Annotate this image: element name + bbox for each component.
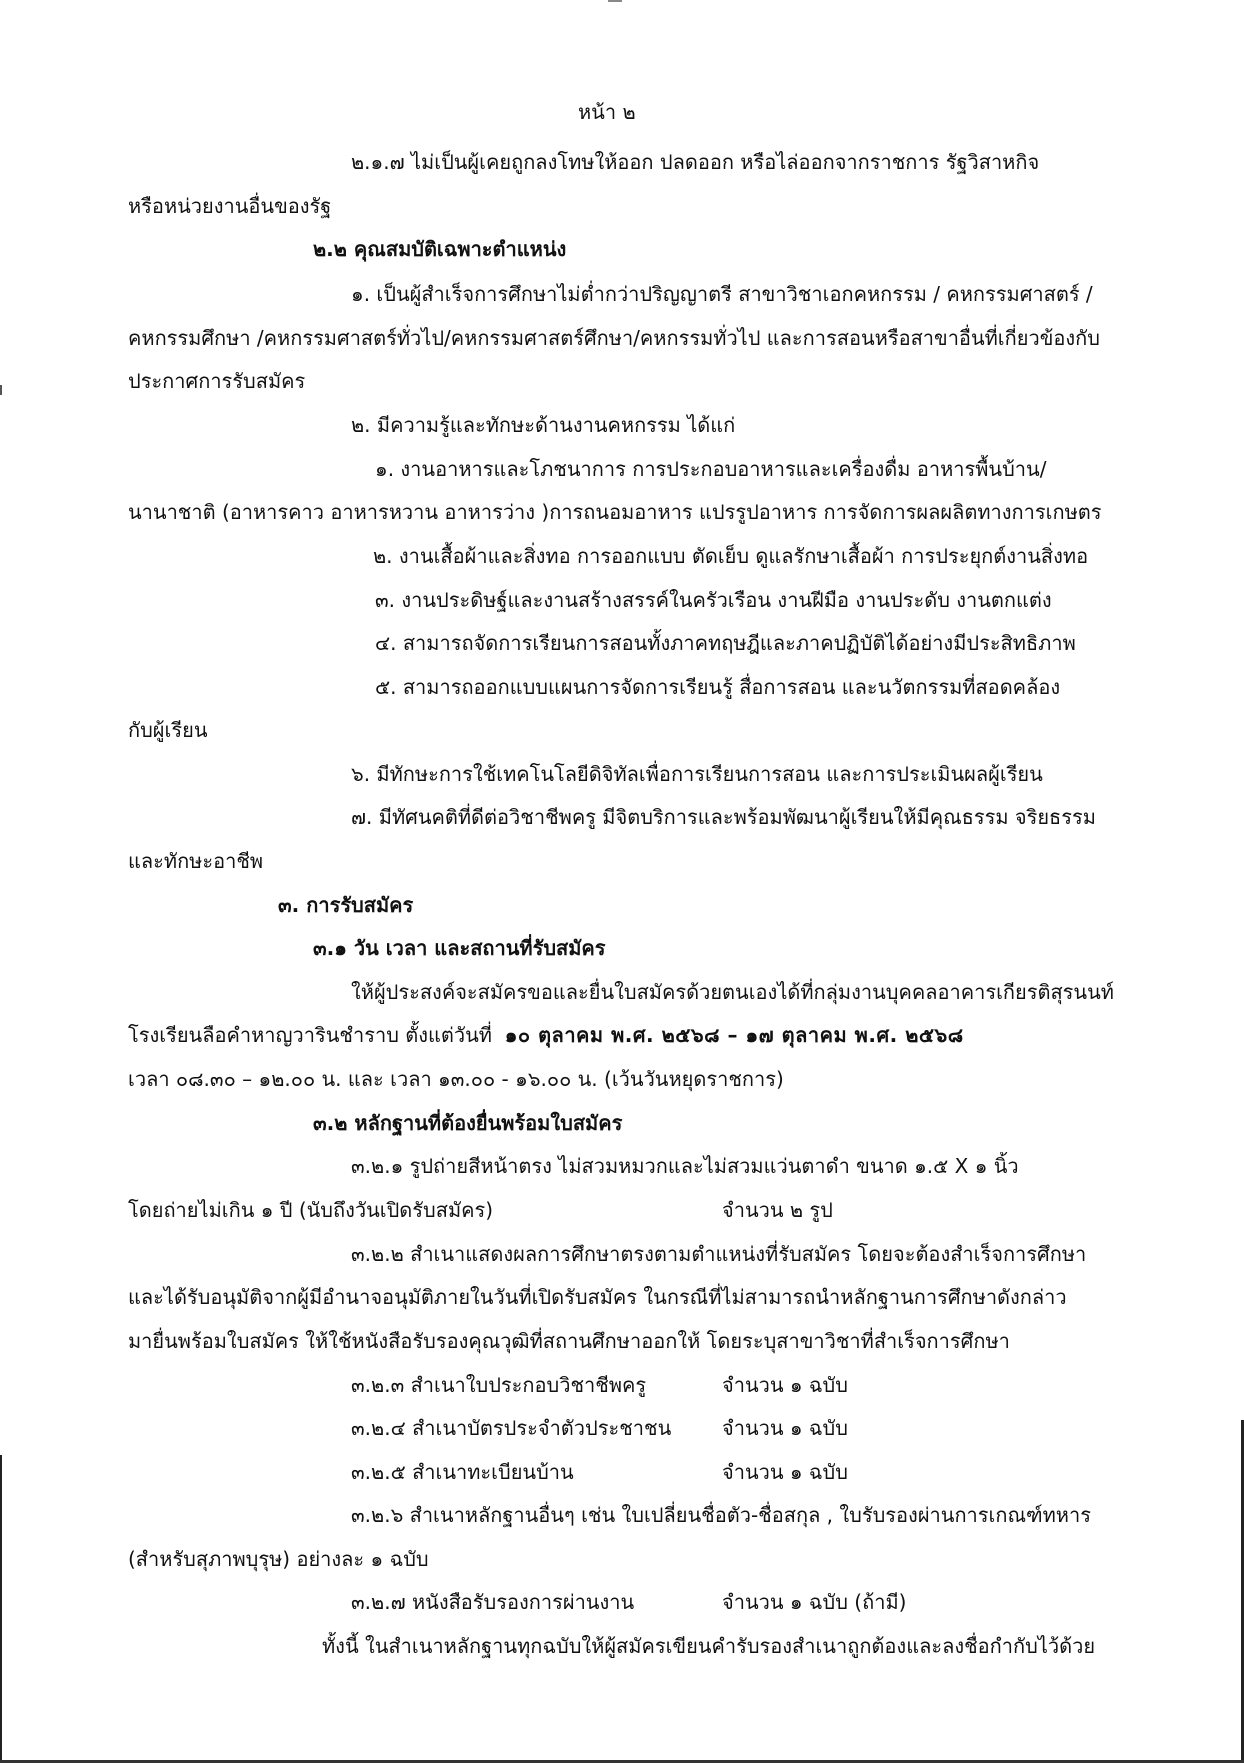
qual-7: ๗. มีทัศนคติที่ดีต่อวิชาชีพครู มีจิตบริการและพร้อมพัฒนาผู้เรียนให้มีคุณธรรม จริยธรรม [351,805,1096,829]
scan-artifact-top [608,0,622,2]
heading-3: ๓. การรับสมัคร [278,893,414,917]
qual-7-cont: และทักษะอาชีพ [128,849,264,873]
doc-3-2-1-qty: จำนวน ๒ รูป [722,1198,833,1222]
application-intro: ให้ผู้ประสงค์จะสมัครขอและยื่นใบสมัครด้วยตนเองได้ที่กลุ่มงานบุคคลอาคารเกียรติสุรนนท์ [351,980,1114,1004]
skill-5-cont: กับผู้เรียน [128,718,208,742]
doc-3-2-5: ๓.๒.๕ สำเนาทะเบียนบ้าน [351,1460,574,1484]
certification-note: ทั้งนี้ ในสำเนาหลักฐานทุกฉบับให้ผู้สมัครเขียนคำรับรองสำเนาถูกต้องและลงชื่อกำกับไว้ด้วย [322,1634,1096,1658]
skill-5: ๕. สามารถออกแบบแผนการจัดการเรียนรู้ สื่อการสอน และนวัตกรรมที่สอดคล้อง [375,675,1061,699]
school-and-date-prefix: โรงเรียนลือคำหาญวารินชำราบ ตั้งแต่วันที่ [128,1023,492,1047]
heading-2-2: ๒.๒ คุณสมบัติเฉพาะตำแหน่ง [313,237,567,261]
doc-3-2-3: ๓.๒.๓ สำเนาใบประกอบวิชาชีพครู [351,1373,647,1397]
qual-1-cont-2: ประกาศการรับสมัคร [128,369,306,393]
application-school-line [128,1021,964,1049]
doc-3-2-2: ๓.๒.๒ สำเนาแสดงผลการศึกษาตรงตามตำแหน่งที่รับสมัคร โดยจะต้องสำเร็จการศึกษา [351,1242,1087,1266]
scan-artifact-left-dot [0,385,2,395]
skill-1-cont: นานาชาติ (อาหารคาว อาหารหวาน อาหารว่าง )การถนอมอาหาร แปรรูปอาหาร การจัดการผลผลิตทางการเกษตร [128,500,1102,524]
page-number: หน้า ๒ [578,100,636,124]
qual-1: ๑. เป็นผู้สำเร็จการศึกษาไม่ต่ำกว่าปริญญาตรี สาขาวิชาเอกคหกรรม / คหกรรมศาสตร์ / [351,282,1093,306]
doc-3-2-6: ๓.๒.๖ สำเนาหลักฐานอื่นๆ เช่น ใบเปลี่ยนชื่อตัว-ชื่อสกุล , ใบรับรองผ่านการเกณฑ์ทหาร [351,1503,1091,1527]
doc-3-2-3-qty: จำนวน ๑ ฉบับ [722,1373,848,1397]
skill-2: ๒. งานเสื้อผ้าและสิ่งทอ การออกแบบ ตัดเย็บ ดูแลรักษาเสื้อผ้า การประยุกต์งานสิ่งทอ [373,544,1089,568]
doc-3-2-6-cont: (สำหรับสุภาพบุรุษ) อย่างละ ๑ ฉบับ [128,1547,429,1571]
skill-1: ๑. งานอาหารและโภชนาการ การประกอบอาหารและเครื่องดื่ม อาหารพื้นบ้าน/ [375,457,1047,481]
scan-artifact-left-edge [0,1455,2,1763]
skill-4: ๔. สามารถจัดการเรียนการสอนทั้งภาคทฤษฎีและภาคปฏิบัติได้อย่างมีประสิทธิภาพ [375,631,1076,655]
doc-3-2-2-cont-1: และได้รับอนุมัติจากผู้มีอำนาจอนุมัติภายในวันที่เปิดรับสมัคร ในกรณีที่ไม่สามารถนำหลักฐานการศึกษาดังกล่าว [128,1285,1067,1309]
clause-2-1-7-cont: หรือหน่วยงานอื่นของรัฐ [128,194,332,218]
qual-1-cont-1: คหกรรมศึกษา /คหกรรมศาสตร์ทั่วไป/คหกรรมศาสตร์ศึกษา/คหกรรมทั่วไป และการสอนหรือสาขาอื่นที่เกี่ยวข้องกับ [128,326,1100,350]
doc-3-2-4: ๓.๒.๔ สำเนาบัตรประจำตัวประชาชน [351,1416,672,1440]
doc-3-2-4-qty: จำนวน ๑ ฉบับ [722,1416,848,1440]
doc-3-2-5-qty: จำนวน ๑ ฉบับ [722,1460,848,1484]
heading-3-1: ๓.๑ วัน เวลา และสถานที่รับสมัคร [313,936,606,960]
heading-3-2: ๓.๒ หลักฐานที่ต้องยื่นพร้อมใบสมัคร [313,1111,623,1135]
application-hours: เวลา ๐๘.๓๐ – ๑๒.๐๐ น. และ เวลา ๑๓.๐๐ - ๑๖.๐๐ น. (เว้นวันหยุดราชการ) [128,1067,784,1091]
doc-3-2-7-qty: จำนวน ๑ ฉบับ (ถ้ามี) [722,1590,907,1614]
skill-3: ๓. งานประดิษฐ์และงานสร้างสรรค์ในครัวเรือน งานฝีมือ งานประดับ งานตกแต่ง [375,588,1052,612]
clause-2-1-7: ๒.๑.๗ ไม่เป็นผู้เคยถูกลงโทษให้ออก ปลดออก หรือไล่ออกจากราชการ รัฐวิสาหกิจ [351,150,1040,174]
application-date-range: ๑๐ ตุลาคม พ.ศ. ๒๕๖๘ – ๑๗ ตุลาคม พ.ศ. ๒๕๖๘ [504,1023,964,1047]
qual-2: ๒. มีความรู้และทักษะด้านงานคหกรรม ได้แก่ [351,413,736,437]
doc-3-2-7: ๓.๒.๗ หนังสือรับรองการผ่านงาน [351,1590,635,1614]
qual-6: ๖. มีทักษะการใช้เทคโนโลยีดิจิทัลเพื่อการเรียนการสอน และการประเมินผลผู้เรียน [351,762,1043,786]
doc-3-2-2-cont-2: มายื่นพร้อมใบสมัคร ให้ใช้หนังสือรับรองคุณวุฒิที่สถานศึกษาออกให้ โดยระบุสาขาวิชาที่สำเร็จการศึกษา [128,1329,1010,1353]
doc-3-2-1: ๓.๒.๑ รูปถ่ายสีหน้าตรง ไม่สวมหมวกและไม่สวมแว่นตาดำ ขนาด ๑.๕ X ๑ นิ้ว [351,1154,1019,1178]
doc-3-2-1-cont: โดยถ่ายไม่เกิน ๑ ปี (นับถึงวันเปิดรับสมัคร) [128,1198,494,1222]
